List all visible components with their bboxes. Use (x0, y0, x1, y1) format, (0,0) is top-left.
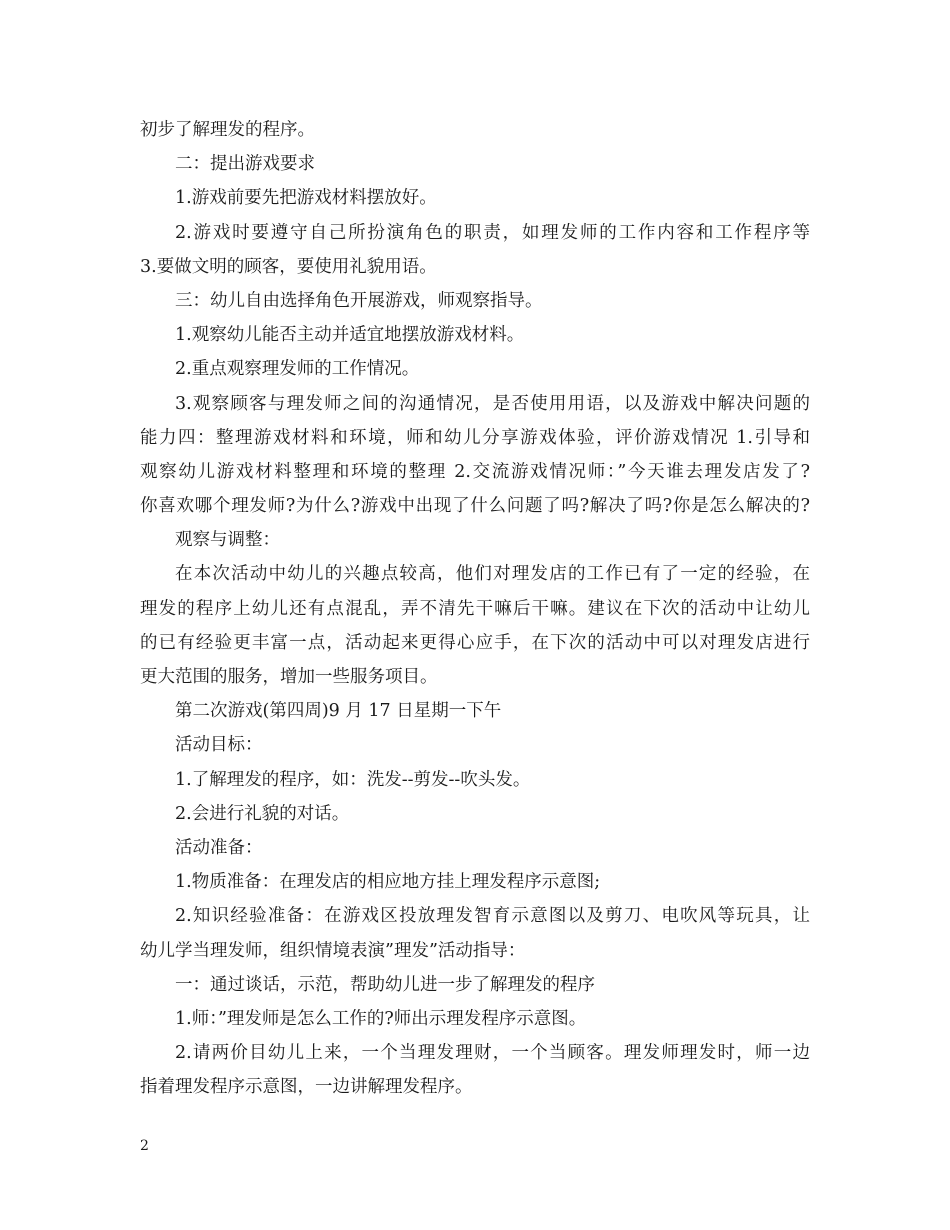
text-line: 观察与调整： (175, 530, 280, 551)
text-line: 2.请两价目幼儿上来，一个当理发理财，一个当顾客。理发师理发时，师一边 (175, 1043, 810, 1064)
text-line: 3.观察顾客与理发师之间的沟通情况，是否使用用语，以及游戏中解决问题的 (175, 393, 810, 414)
text-line: 能力四：整理游戏材料和环境，师和幼儿分享游戏体验，评价游戏情况 1.引导和 (140, 427, 810, 448)
text-line: 1.了解理发的程序，如：洗发--剪发--吹头发。 (175, 769, 531, 790)
text-line: 在本次活动中幼儿的兴趣点较高，他们对理发店的工作已有了一定的经验，在 (175, 564, 810, 585)
text-line: 2.游戏时要遵守自己所扮演角色的职责，如理发师的工作内容和工作程序等 (175, 222, 810, 243)
text-line: 观察幼儿游戏材料整理和环境的整理 2.交流游戏情况师：”今天谁去理发店发了? (140, 461, 810, 482)
text-line: 一：通过谈话，示范，帮助幼儿进一步了解理发的程序 (175, 974, 595, 995)
text-line: 活动目标： (175, 735, 263, 756)
text-line: 指着理发程序示意图，一边讲解理发程序。 (140, 1077, 473, 1098)
text-line: 更大范围的服务，增加一些服务项目。 (140, 667, 438, 687)
text-line: 2.知识经验准备：在游戏区投放理发智育示意图以及剪刀、电吹风等玩具，让 (175, 906, 810, 927)
text-line: 3.要做文明的顾客，要使用礼貌用语。 (140, 256, 437, 277)
text-line: 活动准备： (175, 837, 263, 858)
text-line: 第二次游戏(第四周)9 月 17 日星期一下午 (175, 701, 502, 722)
text-line: 理发的程序上幼儿还有点混乱，弄不清先干嘛后干嘛。建议在下次的活动中让幼儿 (140, 598, 810, 619)
text-line: 幼儿学当理发师，组织情境表演”理发”活动指导： (140, 940, 526, 961)
text-line: 你喜欢哪个理发师?为什么?游戏中出现了什么问题了吗?解决了吗?你是怎么解决的? (140, 496, 810, 517)
text-line: 三：幼儿自由选择角色开展游戏，师观察指导。 (175, 290, 543, 311)
text-line: 1.师：”理发师是怎么工作的?师出示理发程序示意图。 (175, 1008, 587, 1029)
text-line: 二：提出游戏要求 (175, 154, 315, 175)
text-line: 1.观察幼儿能否主动并适宜地摆放游戏材料。 (175, 325, 525, 346)
text-line: 1.物质准备：在理发店的相应地方挂上理发程序示意图; (175, 872, 601, 893)
page-number: 2 (140, 1138, 149, 1154)
text-line: 2.重点观察理发师的工作情况。 (175, 359, 420, 380)
text-line: 初步了解理发的程序。 (140, 120, 315, 140)
text-line: 2.会进行礼貌的对话。 (175, 803, 350, 824)
text-line: 的已有经验更丰富一点，活动起来更得心应手，在下次的活动中可以对理发店进行 (140, 632, 810, 653)
document-body (140, 113, 810, 1104)
text-line: 1.游戏前要先把游戏材料摆放好。 (175, 188, 437, 209)
